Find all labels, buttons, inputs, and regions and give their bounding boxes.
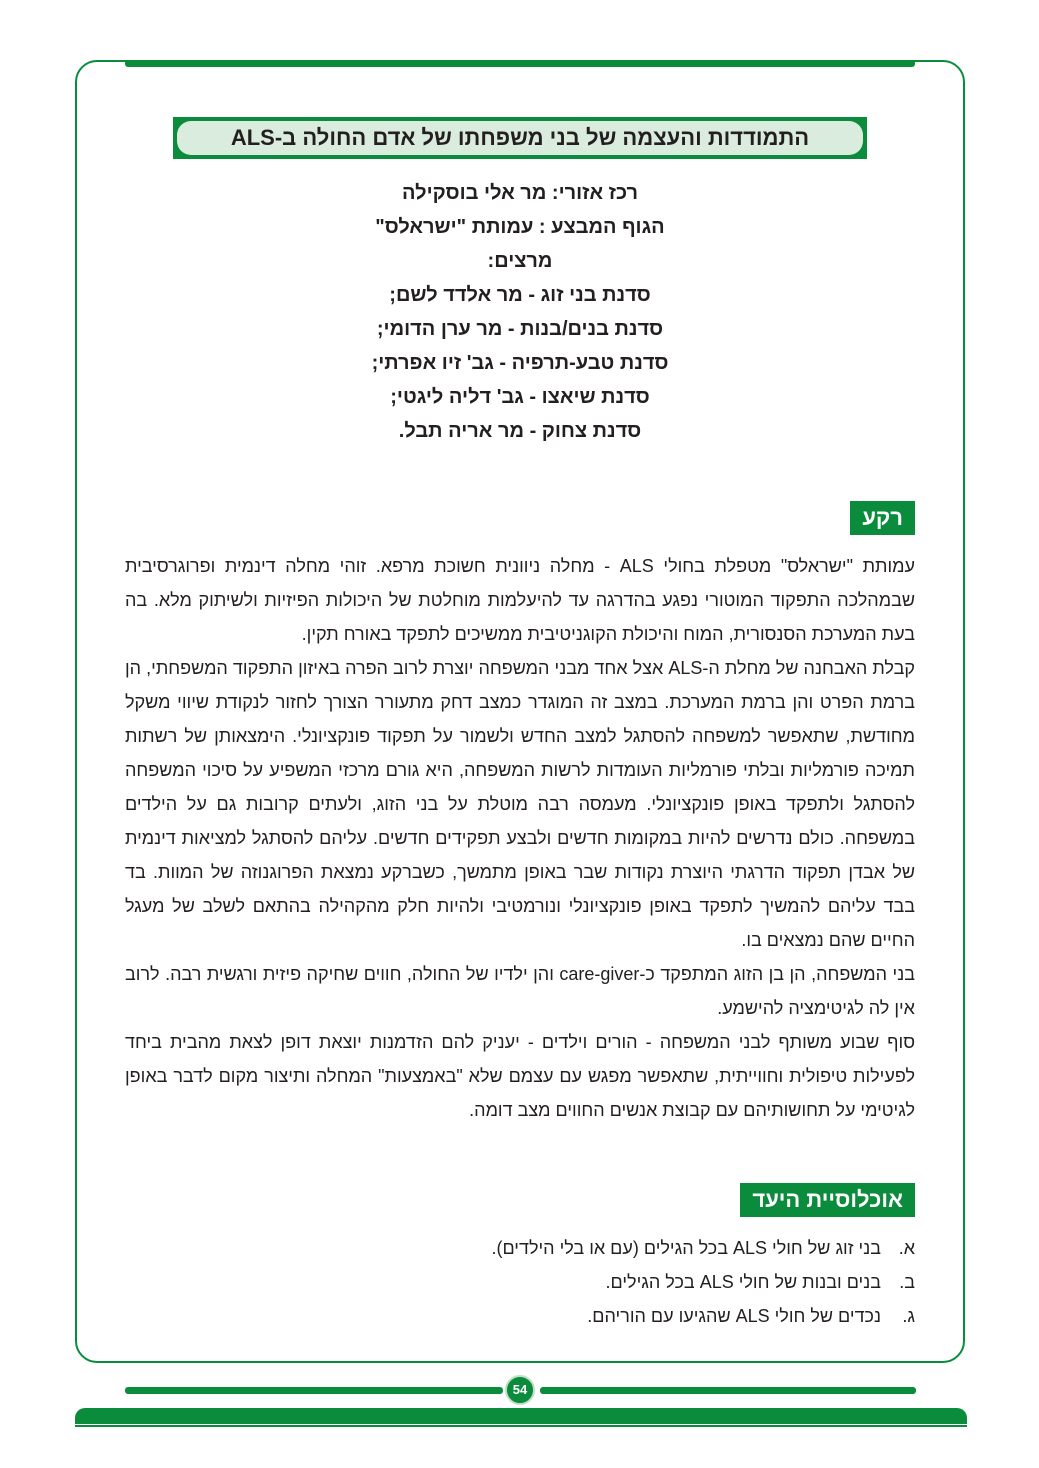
page-title: התמודדות והעצמה של בני משפחתו של אדם החולה ב-ALS bbox=[177, 121, 863, 155]
paragraph: בני המשפחה, הן בן הזוג המתפקד כ-care-giver והן ילדיו של החולה, חווים שחיקה פיזית ורגשית רבה. לרוב אין לה לגיטימציה להישמע. bbox=[125, 964, 915, 1018]
credit-line: רכז אזורי: מר אלי בוסקילה bbox=[402, 182, 638, 204]
list-item bbox=[315, 1299, 915, 1333]
credit-line: סדנת צחוק - מר אריה תבל. bbox=[398, 420, 642, 442]
background-heading: רקע bbox=[850, 501, 915, 535]
list-marker: ג. bbox=[902, 1306, 915, 1326]
list-item-text: בני זוג של חולי ALS בכל הגילים (עם או בלי הילדים). bbox=[491, 1238, 881, 1258]
target-list bbox=[315, 1231, 915, 1333]
background-text bbox=[125, 549, 915, 1127]
title-banner bbox=[173, 117, 867, 159]
page-number: 54 bbox=[505, 1375, 535, 1405]
list-item-text: נכדים של חולי ALS שהגיעו עם הוריהם. bbox=[587, 1306, 881, 1326]
list-item bbox=[315, 1231, 915, 1265]
credit-line: סדנת בנים/בנות - מר ערן הדומי; bbox=[376, 318, 664, 340]
bottom-rule-left bbox=[125, 1387, 503, 1394]
credit-line: סדנת בני זוג - מר אלדד לשם; bbox=[389, 284, 651, 306]
bottom-rule-right bbox=[540, 1387, 916, 1394]
top-rule bbox=[125, 60, 915, 67]
footer-stripe bbox=[75, 1425, 967, 1427]
list-marker: ב. bbox=[899, 1272, 915, 1292]
list-marker: א. bbox=[898, 1238, 915, 1258]
credit-line: מרצים: bbox=[487, 250, 553, 272]
credit-line: סדנת שיאצו - גב' דליה ליגטי; bbox=[390, 386, 650, 408]
list-item-text: בנים ובנות של חולי ALS בכל הגילים. bbox=[605, 1272, 881, 1292]
target-heading: אוכלוסיית היעד bbox=[740, 1183, 915, 1217]
credits-block bbox=[230, 176, 810, 448]
paragraph: סוף שבוע משותף לבני המשפחה - הורים וילדים - יעניק להם הזדמנות יוצאת דופן לצאת מהבית ביחד לפעילות טיפולית וחווייתית, שתאפשר מפגש עם עצמם שלא "באמצעות" המחלה ותיצור מקום לדבר באופן לגיטימי על תחושותיהם עם קבוצת אנשים החווים מצב דומה. bbox=[125, 1032, 915, 1120]
paragraph: עמותת "ישראלס" מטפלת בחולי ALS - מחלה ניוונית חשוכת מרפא. זוהי מחלה דינמית ופרוגרסיבית שבמהלכה התפקוד המוטורי נפגע בהדרגה עד להיעלמות מוחלטת של היכולות הפיזיות ולשיתוק מלא. בה בעת המערכת הסנסורית, המוח והיכולת הקוגניטיבית ממשיכים לתפקד באורח תקין. bbox=[125, 556, 915, 644]
footer-band bbox=[75, 1408, 967, 1424]
credit-line: סדנת טבע-תרפיה - גב' זיו אפרתי; bbox=[371, 352, 669, 374]
paragraph: קבלת האבחנה של מחלת ה-ALS אצל אחד מבני המשפחה יוצרת לרוב הפרה באיזון התפקוד המשפחתי, הן ברמת הפרט והן ברמת המערכת. במצב זה המוגדר כמצב דחק מתעורר הצורך לחזור לנקודת שיווי משקל מחודשת, שתאפשר למשפחה להסתגל למצב החדש ולשמור על תפקוד פונקציונלי. הימצאותן של רשתות תמיכה פורמליות ובלתי פורמליות העומדות לרשות המשפחה, היא גורם מרכזי המשפיע על סיכוי המשפחה להסתגל ולתפקד באופן פונקציונלי. מעמסה רבה מוטלת על בני הזוג, ולעתים קרובות גם על הילדים במשפחה. כולם נדרשים להיות במקומות חדשים ולבצע תפקידים חדשים. עליהם להסתגל למציאות דינמית של אבדן תפקוד הדרגתי היוצרת נקודות שבר באופן מתמשך, כשברקע נמצאת הפרוגנוזה של המוות. בד בבד עליהם להמשיך לתפקד באופן פונקציונלי ונורמטיבי ולהיות חלק מהקהילה בהתאם לשלב של מעגל החיים שהם נמצאים בו. bbox=[125, 658, 915, 950]
credit-line: הגוף המבצע : עמותת "ישראלס" bbox=[375, 216, 665, 238]
list-item bbox=[315, 1265, 915, 1299]
